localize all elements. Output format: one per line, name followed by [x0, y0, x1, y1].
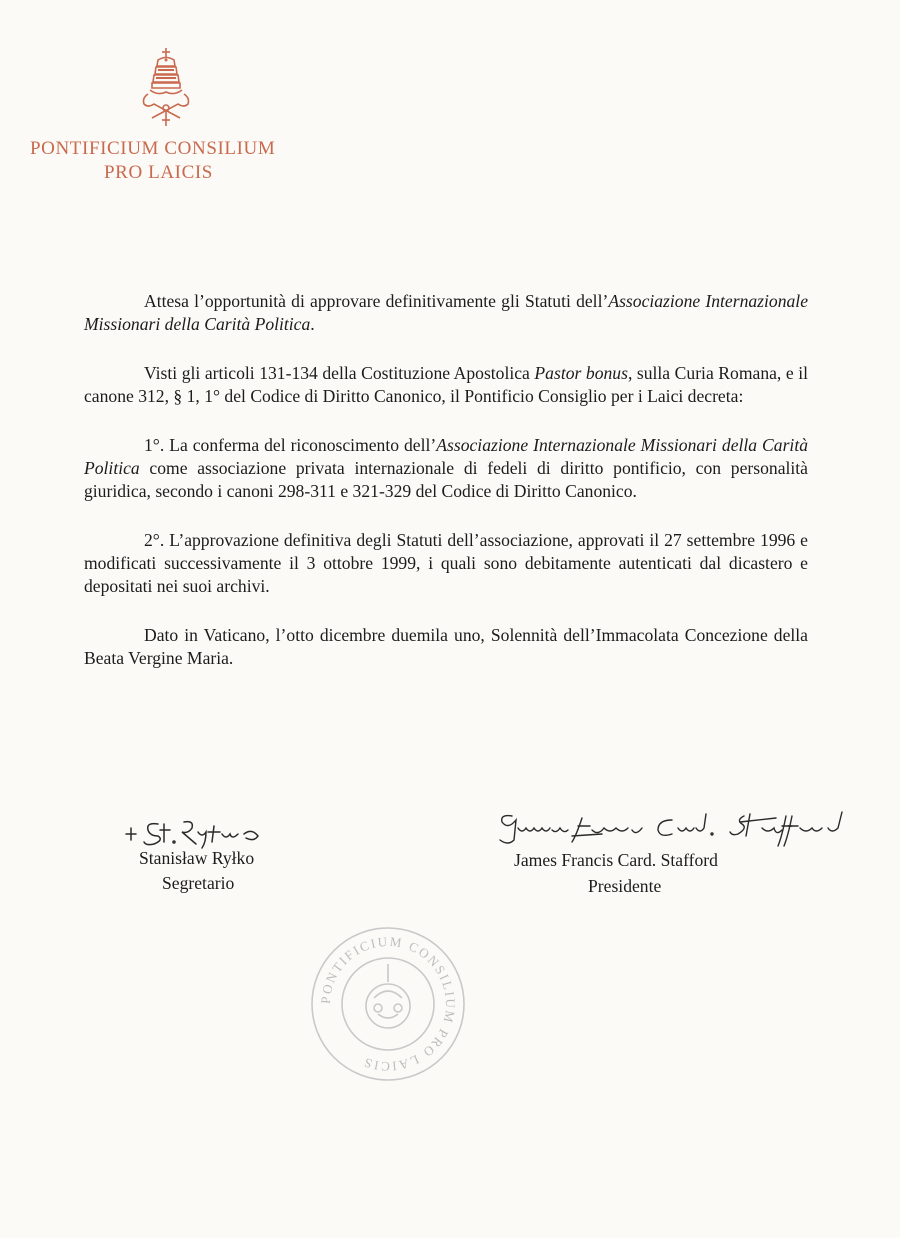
header-institution-line1: PONTIFICIUM CONSILIUM	[30, 138, 276, 159]
paragraph-1: Attesa l’opportunità di approvare definitivamente gli Statuti dell’Associazione Internazionale Missionari della Carità Politica.	[84, 291, 809, 334]
paragraph-2: Visti gli articoli 131-134 della Costituzione Apostolica Pastor bonus, sulla Curia Romana, e il canone 312, § 1, 1° del Codice di Diritto Canonico, il Pontificio Consiglio per i Laici decreta:	[84, 363, 809, 406]
papal-emblem-icon	[134, 46, 198, 128]
embossed-seal-icon	[308, 924, 468, 1084]
left-signatory-role: Segretario	[162, 873, 235, 893]
left-signatory-name: Stanisław Ryłko	[139, 848, 255, 868]
svg-text:PONTIFICIUM CONSILIUM PRO LAIC	[318, 934, 458, 1074]
seal-text: PONTIFICIUM CONSILIUM PRO LAICIS	[317, 933, 459, 1075]
right-handwritten-signature	[486, 806, 858, 850]
paragraph-3: 1°. La conferma del riconoscimento dell’Associazione Internazionale Missionari della Carità Politica come associazione privata internazionale di fedeli di diritto pontificio, con personalità giuridica, secondo i canoni 298-311 e 321-329 del Codice di Diritto Canonico.	[84, 435, 809, 501]
paragraph-4: 2°. L’approvazione definitiva degli Statuti dell’associazione, approvati il 27 settembre 1996 e modificati successivamente il 3 ottobre 1999, i quali sono debitamente autenticati dal dicastero e depositati nei suoi archivi.	[84, 530, 808, 596]
right-signatory-name: James Francis Card. Stafford	[514, 850, 718, 870]
header-institution-line2: PRO LAICIS	[104, 162, 213, 183]
decree-body	[84, 290, 808, 696]
right-signatory-role: Presidente	[588, 876, 662, 896]
paragraph-5: Dato in Vaticano, l’otto dicembre duemila uno, Solennità dell’Immacolata Concezione della Beata Vergine Maria.	[84, 625, 808, 668]
